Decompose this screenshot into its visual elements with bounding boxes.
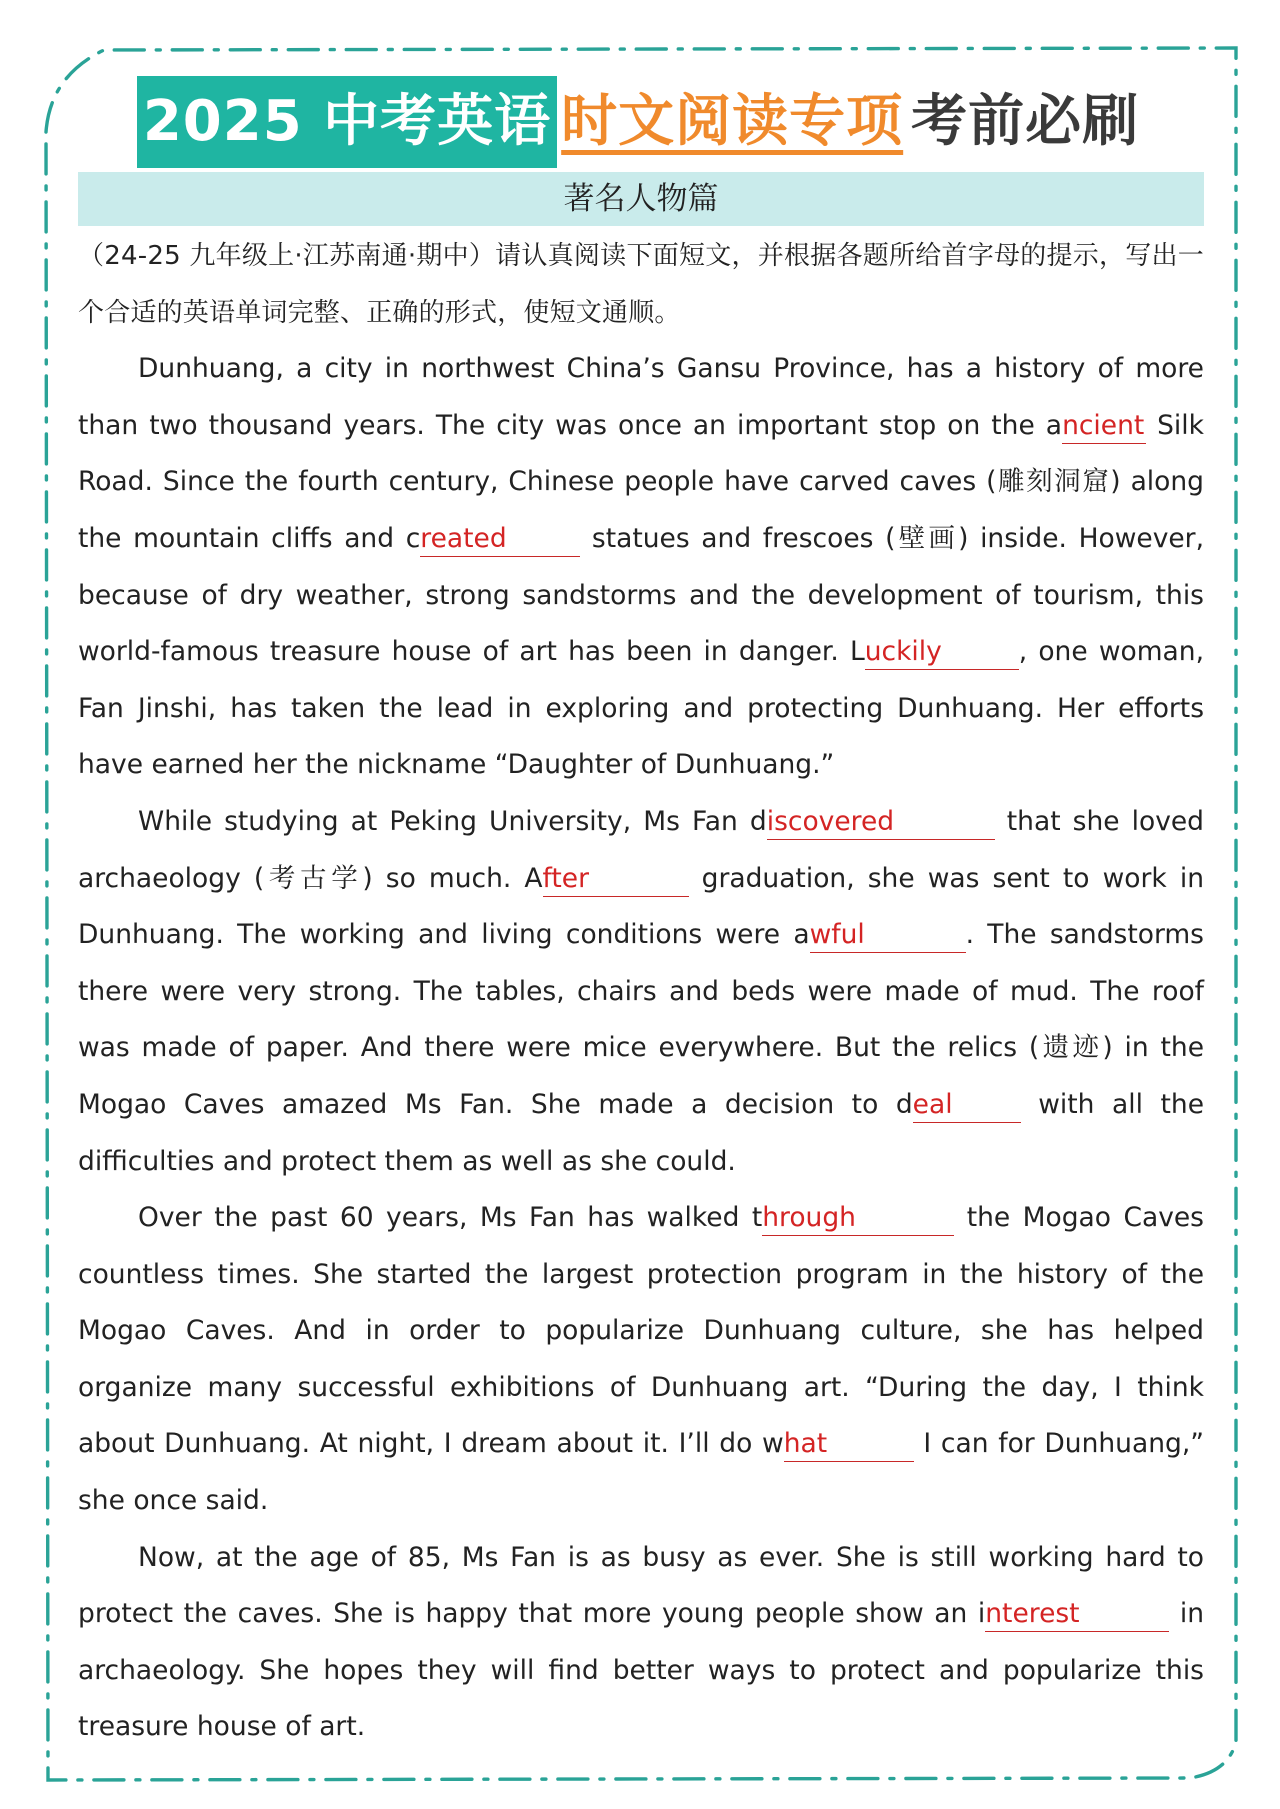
answer-blank[interactable]: [1062, 409, 1146, 444]
instructions: （24-25 九年级上·江苏南通·期中）请认真阅读下面短文，并根据各题所给首字母的提示，写出一个合适的英语单词完整、正确的形式，使短文通顺。: [78, 241, 1204, 328]
paragraph-text: Over the past 60 years, Ms Fan has walked t: [138, 1202, 763, 1234]
answer-text: eal: [912, 1088, 953, 1120]
answer-blank[interactable]: [913, 1088, 1021, 1123]
paragraph-text: I can for Dunhuang,” she once said.: [78, 1428, 1204, 1517]
answer-text: ncient: [1062, 409, 1145, 441]
answer-text: fter: [542, 862, 589, 894]
answer-blank[interactable]: [865, 635, 1019, 670]
passage: [78, 228, 1204, 1756]
answer-text: reated: [420, 522, 507, 554]
title-part-exam: 2025 中考英语: [137, 76, 557, 168]
paragraph-text: graduation, she was sent to work in Dunhuang. The working and living conditions were a: [78, 862, 1204, 951]
answer-text: iscovered: [766, 805, 895, 837]
paragraph-text: While studying at Peking University, Ms Fan d: [138, 805, 767, 837]
answer-blank[interactable]: [810, 918, 966, 953]
paragraph-text: with all the difficulties and protect them as well as she could.: [78, 1088, 1205, 1177]
title-part-practice: 考前必刷: [911, 89, 1140, 154]
answer-blank[interactable]: [985, 1597, 1169, 1632]
passage-body: [78, 341, 1204, 1756]
answer-blank[interactable]: [543, 862, 689, 897]
paragraph: [78, 794, 1204, 1190]
paragraph-text: Dunhuang, a city in northwest China’s Gansu Province, has a history of more than two thousand years. The city was once an important stop on the a: [78, 353, 1204, 441]
paragraph-text: Silk Road. Since the fourth century, Chinese people have carved caves (雕刻洞窟) along the mountain cliffs and c: [78, 409, 1204, 554]
paragraph: [78, 1530, 1204, 1756]
page-title: [0, 76, 1280, 168]
paragraph-text: statues and frescoes (壁画) inside. However, because of dry weather, strong sandstorms and the development of tourism, this world-famous treasure house of art has been in danger. L: [78, 522, 1205, 668]
title-part-topic: 时文阅读专项: [561, 89, 904, 154]
answer-text: uckily: [864, 636, 942, 668]
answer-text: hat: [783, 1428, 828, 1460]
answer-text: hrough: [762, 1202, 856, 1234]
answer-text: wful: [809, 919, 865, 951]
paragraph-text: Now, at the age of 85, Ms Fan is as busy as ever. She is still working hard to protect the caves. She is happy that more young people show an i: [78, 1541, 1204, 1630]
paragraph: [78, 341, 1204, 794]
answer-blank[interactable]: [784, 1427, 914, 1462]
section-heading: 著名人物篇: [78, 172, 1204, 226]
answer-blank[interactable]: [767, 805, 995, 840]
paragraph-text: . The sandstorms there were very strong. The tables, chairs and beds were made of mud. The roof was made of paper. And there were mice everywhere. But the relics (遗迹) in the Mogao Caves amazed Ms Fan. She made a decision to d: [78, 919, 1204, 1120]
paragraph-text: , one woman, Fan Jinshi, has taken the lead in exploring and protecting Dunhuang. Her efforts have earned her the nickname “Daughter of Dunhuang.”: [78, 636, 1204, 781]
paragraph-text: in archaeology. She hopes they will find better ways to protect and popularize this treasure house of art.: [78, 1598, 1204, 1743]
answer-blank[interactable]: [762, 1201, 954, 1236]
answer-text: nterest: [985, 1598, 1080, 1630]
answer-blank[interactable]: [420, 522, 580, 557]
paragraph: [78, 1190, 1204, 1530]
paragraph-text: the Mogao Caves countless times. She started the largest protection program in the history of the Mogao Caves. And in order to popularize Dunhuang culture, she has helped organize many successful exhibitions of Dunhuang art. “During the day, I think about Dunhuang. At night, I dream about it. I’ll do w: [78, 1202, 1204, 1460]
paragraph-text: that she loved archaeology (考古学) so much. A: [78, 805, 1205, 894]
